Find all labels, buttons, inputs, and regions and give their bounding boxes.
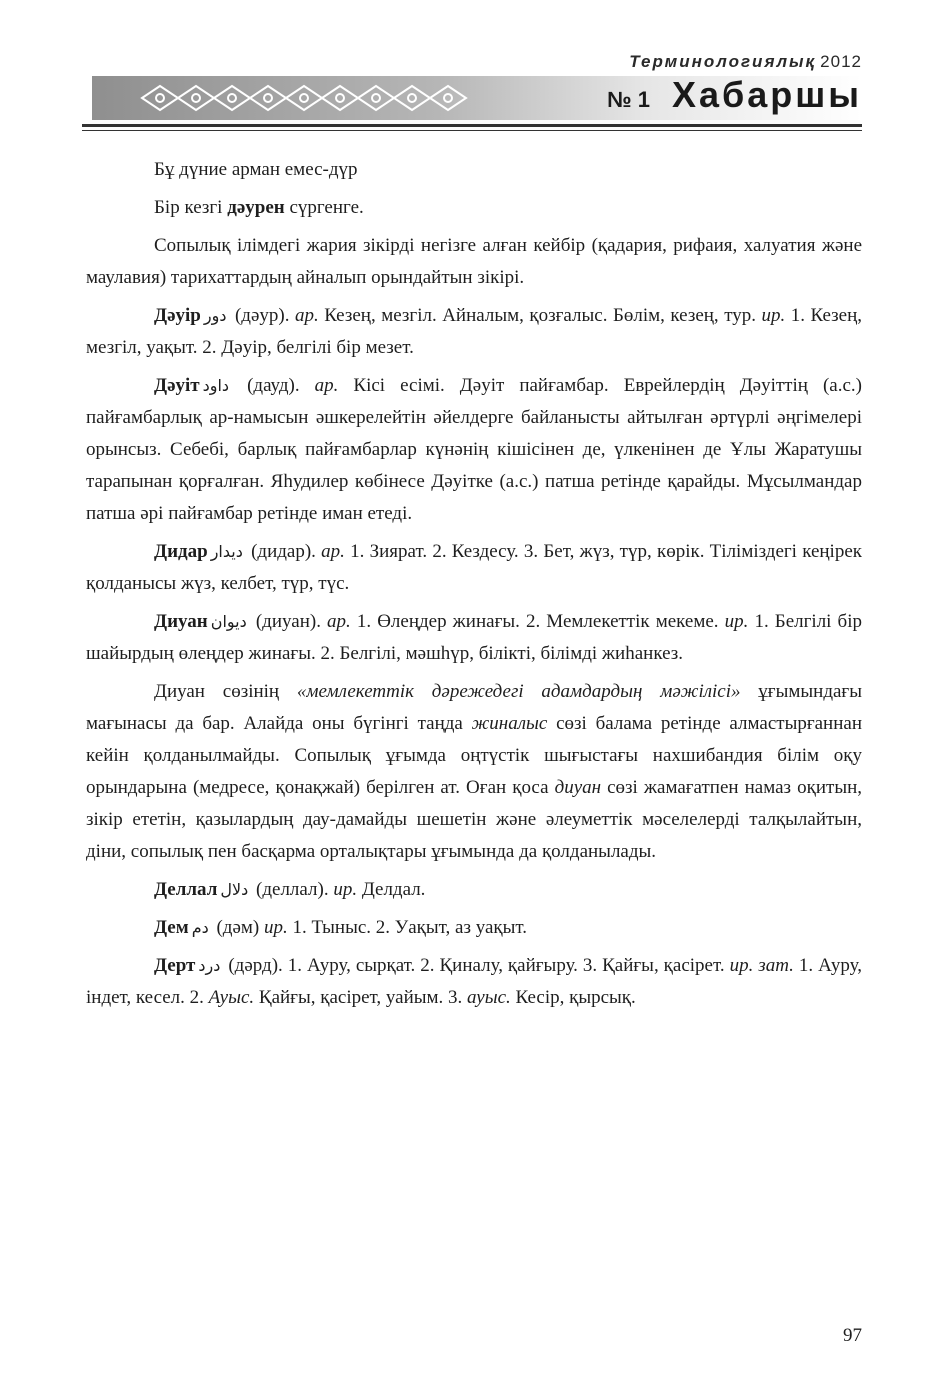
arabic-word: داود [202, 376, 230, 395]
arabic-word: درد [198, 956, 221, 975]
entry-dem: Дем دم (дәм) ир. 1. Тыныс. 2. Уақыт, аз уақыт. [154, 917, 528, 938]
entry-term: Дем [154, 917, 189, 938]
ornament-pattern-icon [132, 80, 492, 116]
arabic-word: دم [191, 918, 209, 937]
issue-title: Хабаршы [671, 74, 862, 115]
entry-dauir: Дәуір دور (дәур). ар. Кезең, мезгіл. Айналым, қозғалыс. Бөлім, кезең, тур. ир. 1. Кезең, мезгіл, уақыт. 2. Дәуір, белгілі бір мезет. [86, 305, 862, 358]
issue-year: 2012 [820, 52, 862, 71]
entry-diuan: Диуан دیوان (диуан). ар. 1. Өлеңдер жинағы. 2. Мемлекеттік мекеме. ир. 1. Белгілі бір шайырдың өлеңдер жинағы. 2. Белгілі, мәшһүр, білікті, білімді жиһанкез. [86, 611, 862, 664]
page-header [0, 0, 948, 140]
entry-dauit: Дәуіт داود (дауд). ар. Кісі есімі. Дәуіт пайғамбар. Еврейлердің Дәуіттің (а.с.) пайғамбарлық ар-намысын әшкерелейтін әйелдерге байланысты айтылған әртүрлі әңгімелері орынсыз. Себебі, барлық пайғамбарлар күнәнің кішісінен де, үлкенінен де Ұлы Жаратушы тарапынан қорғалған. Яһудилер көбінесе Дәуітке (а.с.) патша ретінде қарайды. Мұсылмандар патша әрі пайғамбар ретінде иман етеді. [86, 375, 862, 524]
entry-term: Деллал [154, 879, 218, 900]
entry-term: Дәуір [154, 305, 201, 326]
entry-term: Дерт [154, 955, 196, 976]
entry-dert: Дерт درد (дәрд). 1. Ауру, сырқат. 2. Қиналу, қайғыру. 3. Қайғы, қасірет. ир. зат. 1. Ауру, індет, кесел. 2. Ауыс. Қайғы, қасірет, уайым. 3. ауыс. Кесір, қырсық. [86, 955, 862, 1008]
bold-word: дәурен [227, 197, 285, 218]
arabic-word: دیدار [210, 542, 243, 561]
header-rule-thick [82, 124, 862, 127]
issue-block [607, 74, 862, 116]
page-number: 97 [843, 1325, 862, 1346]
entry-didar: Дидар دیدار (дидар). ар. 1. Зиярат. 2. Кездесу. 3. Бет, жүз, түр, көрік. Тіліміздегі кеңірек қолданысы жүз, келбет, түр, түс. [86, 541, 862, 594]
entry-term: Дидар [154, 541, 208, 562]
magazine-name [629, 52, 862, 72]
paragraph-diuan-meaning: Диуан сөзінің «мемлекеттік дәрежедегі адамдардың мәжілісі» ұғымындағы мағынасы да бар. Алайда оны бүгінгі таңда жиналыс сөзі балама ретінде алмастырғаннан кейін қолданылмайды. Сопылық ұғымда оңтүстік шығыстағы нахшибандия білім оқу орындарына (медресе, қонақжай) берілген ат. Оған қоса диуан сөзі жамағатпен намаз оқитын, зікір ететін, қазылардың дау-дамайды шешетін және әлеуметтік мәселелерді талқылайтын, діни, сопылық пен басқарма орталықтары ұғымында да қолданылады. [86, 681, 862, 862]
magazine-title: Терминологиялық [629, 52, 817, 71]
paragraph-zikir: Сопылық ілімдегі жария зікірді негізге алған кейбір (қадария, рифаия, халуатия және маулавия) тарихаттардың айналып орындайтын зікірі. [86, 235, 862, 288]
header-rule-thin [82, 130, 862, 131]
article-body [86, 154, 862, 1020]
verse-line-1: Бұ дүние арман емес-дүр [154, 159, 358, 180]
arabic-word: دلال [220, 880, 249, 899]
issue-number: № 1 [607, 87, 650, 112]
verse-line-2: Бір кезгі дәурен сүргенге. [154, 197, 364, 218]
entry-term: Диуан [154, 611, 208, 632]
arabic-word: دیوان [210, 612, 247, 631]
entry-term: Дәуіт [154, 375, 200, 396]
arabic-word: دور [203, 306, 227, 325]
entry-dellal: Деллал دلال (деллал). ир. Делдал. [154, 879, 426, 900]
